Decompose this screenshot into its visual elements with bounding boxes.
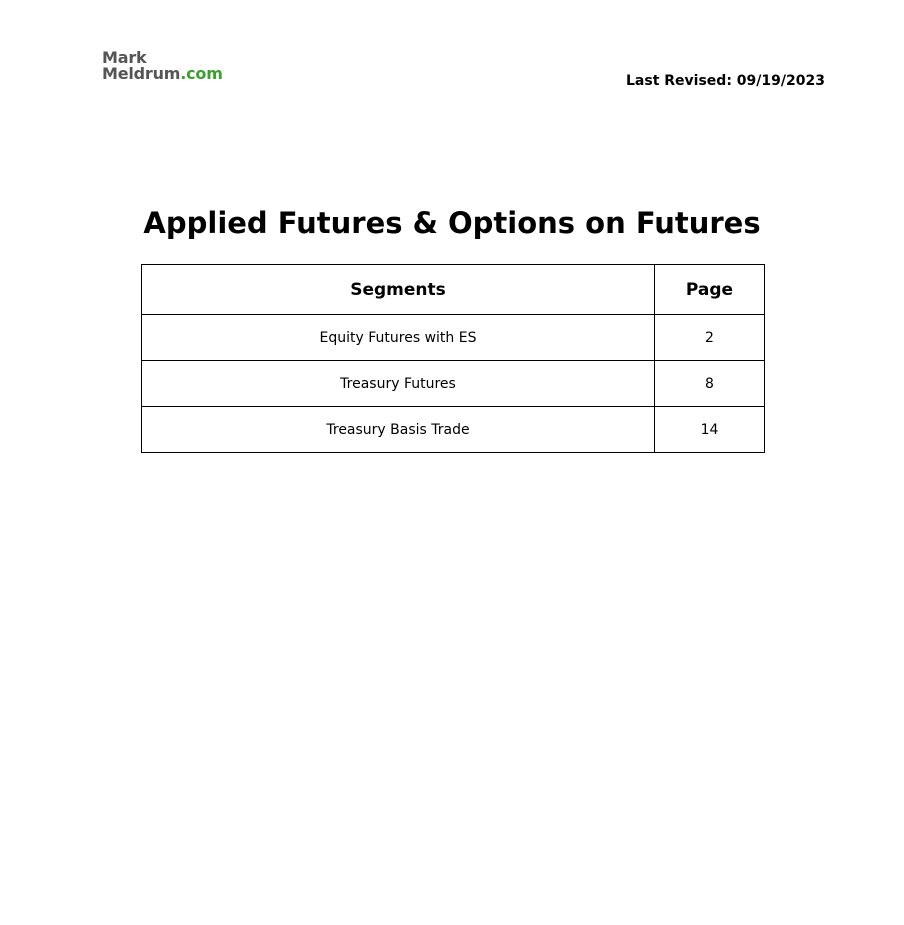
segment-cell: Equity Futures with ES [142,315,655,361]
page-cell: 8 [655,361,765,407]
last-revised-date: Last Revised: 09/19/2023 [626,73,825,89]
table-row [142,407,765,453]
logo-second-line [102,66,223,82]
segment-cell: Treasury Futures [142,361,655,407]
page-cell: 2 [655,315,765,361]
logo-last-name: Meldrum [102,64,181,83]
logo-domain-suffix: .com [180,64,223,83]
table-row [142,361,765,407]
site-logo [102,50,223,82]
segment-cell: Treasury Basis Trade [142,407,655,453]
table-row [142,315,765,361]
page-column-header: Page [655,265,765,315]
page-cell: 14 [655,407,765,453]
segments-column-header: Segments [142,265,655,315]
logo-first-name: Mark [102,48,147,67]
table-header-row [142,265,765,315]
document-title: Applied Futures & Options on Futures [143,206,761,240]
segments-table [141,264,765,453]
